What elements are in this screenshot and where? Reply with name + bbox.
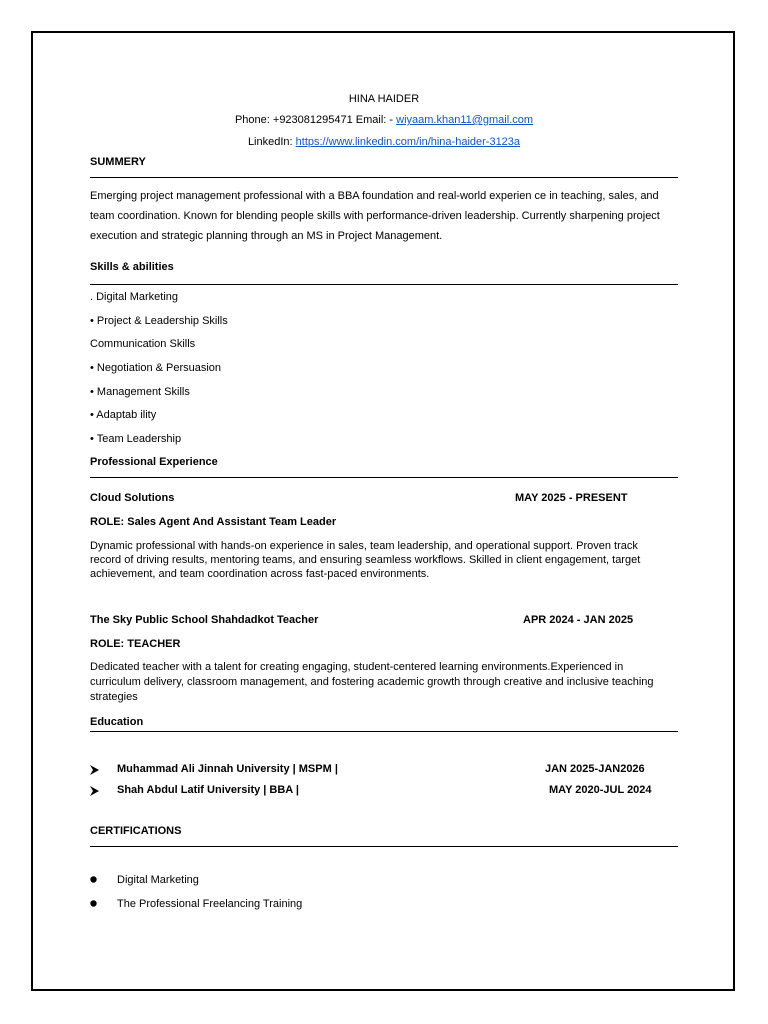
summary-heading: SUMMERY (90, 156, 146, 168)
skills-divider (90, 284, 678, 285)
job-role: ROLE: TEACHER (90, 638, 181, 650)
education-item: Shah Abdul Latif University | BBA | (117, 784, 299, 796)
education-dates: MAY 2020-JUL 2024 (549, 784, 652, 796)
summary-line: Emerging project management professional with a BBA foundation and real-world experien ce in teaching, sales, and (90, 190, 659, 202)
skill-item: • Adaptab ility (90, 409, 157, 421)
skill-item: . Digital Marketing (90, 291, 179, 303)
skill-item: • Team Leadership (90, 433, 182, 445)
education-heading: Education (90, 716, 144, 728)
email-link[interactable]: wiyaam.khan11@gmail.com (396, 114, 534, 126)
education-item: Muhammad Ali Jinnah University | MSPM | (117, 763, 338, 775)
education-divider (90, 731, 678, 732)
skill-item: • Negotiation & Persuasion (90, 362, 222, 374)
linkedin-label: LinkedIn: (247, 136, 296, 148)
skills-heading: Skills & abilities (90, 261, 174, 273)
candidate-name: HINA HAIDER (348, 93, 420, 105)
certification-item: Digital Marketing (117, 874, 199, 886)
summary-line: team coordination. Known for blending people skills with performance-driven leadership. Currently sharpening project (90, 210, 660, 222)
experience-divider (90, 477, 678, 478)
filled-circle-bullet-icon (90, 876, 97, 883)
certifications-heading: CERTIFICATIONS (90, 825, 182, 837)
summary-divider (90, 177, 678, 178)
contact-line (0, 114, 768, 126)
job-description-line: curriculum delivery, classroom management, and fostering academic growth through creative and inclusive teaching (90, 676, 654, 688)
skill-item: • Project & Leadership Skills (90, 315, 228, 327)
skill-item: • Management Skills (90, 386, 190, 398)
job-description-line: record of driving results, mentoring teams, and ensuring seamless workflows. Skilled in client engagement, target (90, 554, 641, 566)
summary-line: execution and strategic planning through an MS in Project Management. (90, 230, 443, 242)
job-dates: MAY 2025 - PRESENT (515, 492, 628, 504)
certification-item: The Professional Freelancing Training (117, 898, 303, 910)
job-dates: APR 2024 - JAN 2025 (523, 614, 634, 626)
job-company: The Sky Public School Shahdadkot Teacher (90, 614, 319, 626)
job-description-line: Dynamic professional with hands-on experience in sales, team leadership, and operational support. Proven track (90, 540, 638, 552)
skill-item: Communication Skills (90, 338, 196, 350)
job-description-line: achievement, and team coordination across fast-paced environments. (90, 568, 430, 580)
job-description-line: Dedicated teacher with a talent for creating engaging, student-centered learning environments.Experienced in (90, 661, 624, 673)
job-description-line: strategies (90, 691, 138, 703)
job-role: ROLE: Sales Agent And Assistant Team Leader (90, 516, 337, 528)
arrowhead-bullet-icon (90, 765, 99, 775)
phone-text: Phone: +923081295471 Email: - (234, 114, 397, 126)
linkedin-line (0, 136, 768, 148)
certifications-divider (90, 846, 678, 847)
resume-page (31, 31, 735, 991)
experience-heading: Professional Experience (90, 456, 218, 468)
education-dates: JAN 2025-JAN2026 (545, 763, 645, 775)
arrowhead-bullet-icon (90, 786, 99, 796)
linkedin-link[interactable]: https://www.linkedin.com/in/hina-haider-3123a (295, 136, 521, 148)
filled-circle-bullet-icon (90, 900, 97, 907)
job-company: Cloud Solutions (90, 492, 175, 504)
